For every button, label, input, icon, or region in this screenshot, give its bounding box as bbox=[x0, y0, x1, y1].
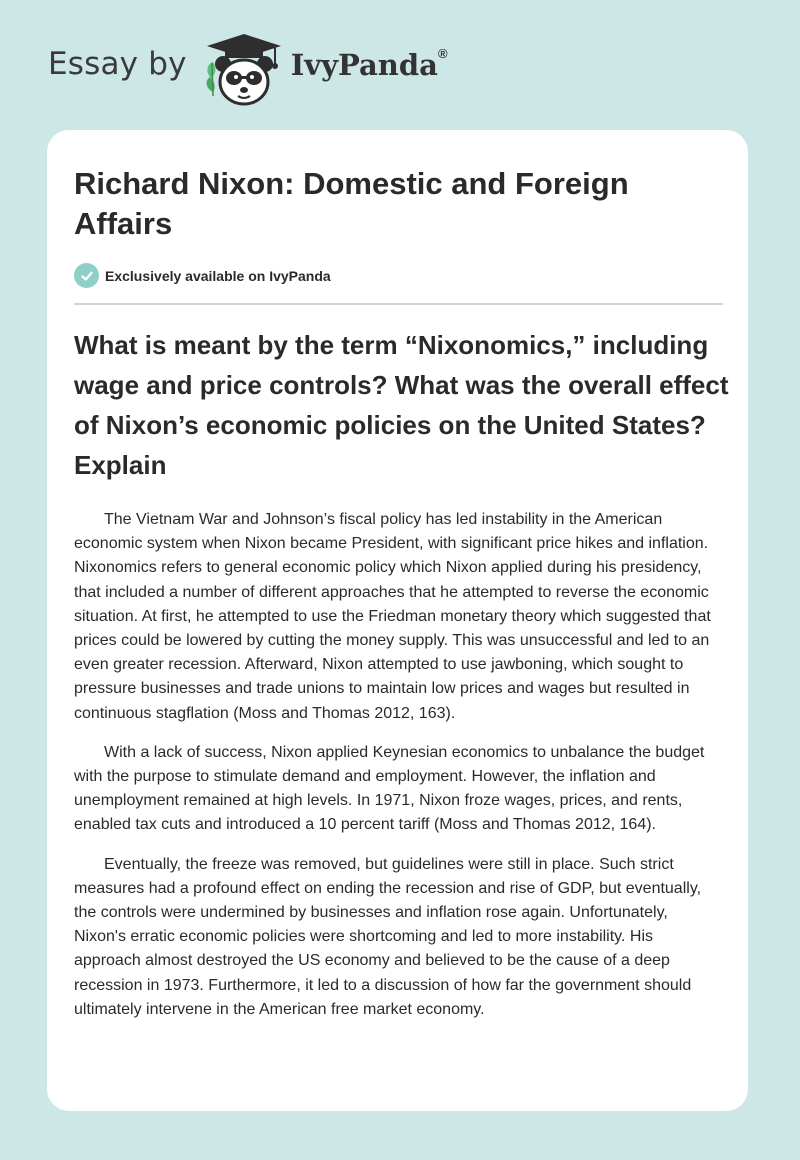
registered-mark: ® bbox=[437, 46, 448, 61]
brand-name[interactable]: IvyPanda® bbox=[290, 46, 448, 82]
divider bbox=[74, 303, 723, 305]
paragraph: The Vietnam War and Johnson’s fiscal policy has led instability in the American economic system when Nixon became President, with significant price hikes and inflation. Nixonomics refers to general economic policy which Nixon applied during his presidency, that included a number of different approaches that he attempted to reverse the economic situation. At first, he attempted to use the Friedman monetary theory which suggested that prices could be lowered by cutting the money supply. This was unsuccessful and led to an even greater recession. Afterward, Nixon attempted to use jawboning, which sought to pressure businesses and trade unions to maintain low prices and wages but resulted in continuous stagflation (Moss and Thomas 2012, 163). bbox=[74, 511, 711, 722]
site-header bbox=[48, 30, 448, 110]
page-title: Richard Nixon: Domestic and Foreign Affairs bbox=[74, 166, 629, 241]
essay-card bbox=[47, 130, 748, 1111]
section-heading: What is meant by the term “Nixonomics,” including wage and price controls? What was the overall effect of Nixon’s economic policies on the United States? Explain bbox=[74, 330, 729, 480]
essay-by-label: Essay by bbox=[48, 46, 187, 82]
paragraph: With a lack of success, Nixon applied Keynesian economics to unbalance the budget with the purpose to stimulate demand and employment. However, the inflation and unemployment remained at high levels. In 1971, Nixon froze wages, prices, and rents, enabled tax cuts and introduced a 10 percent tariff (Moss and Thomas 2012, 164). bbox=[74, 743, 705, 834]
check-icon bbox=[74, 263, 99, 288]
exclusive-badge bbox=[74, 263, 331, 288]
article-body bbox=[74, 508, 724, 1037]
panda-graduate-icon[interactable] bbox=[201, 30, 287, 110]
badge-label: Exclusively available on IvyPanda bbox=[105, 267, 331, 284]
leaf-icon bbox=[206, 62, 215, 96]
paragraph: Eventually, the freeze was removed, but guidelines were still in place. Such strict measures had a profound effect on ending the recession and rise of GDP, but eventually, the controls were undermined by businesses and inflation rose again. Unfortunately, Nixon's erratic economic policies were shortcoming and led to more instability. His approach almost destroyed the US economy and believed to be the cause of a deep recession in 1973. Furthermore, it led to a discussion of how far the government should ultimately intervene in the American free market economy. bbox=[74, 855, 702, 1018]
